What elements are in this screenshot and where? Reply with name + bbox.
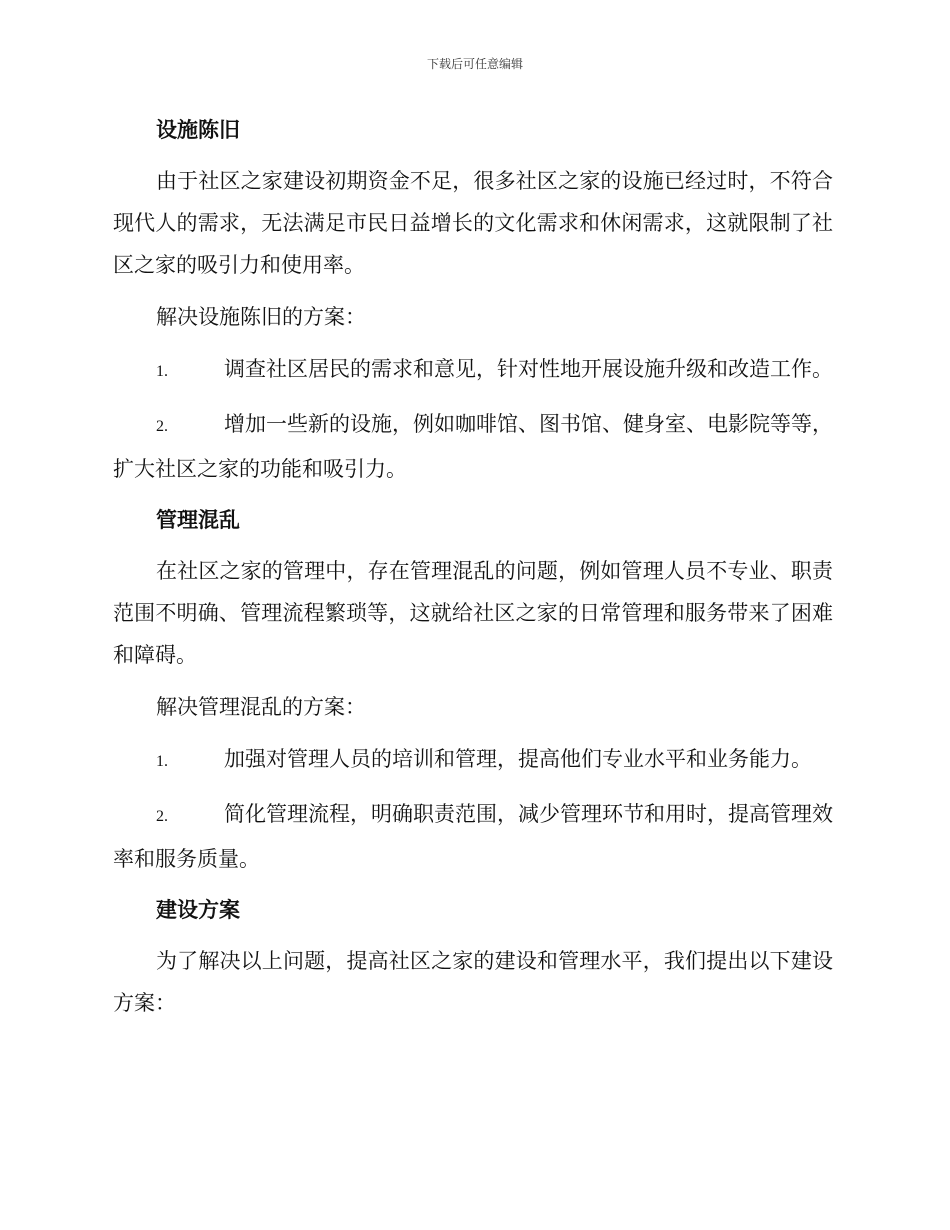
list-number: 2. [156, 418, 168, 435]
list-number: 1. [156, 753, 168, 770]
paragraph-construction-intro: 为了解决以上问题，提高社区之家的建设和管理水平，我们提出以下建设方案： [113, 949, 833, 1015]
paragraph-facilities-intro: 由于社区之家建设初期资金不足，很多社区之家的设施已经过时，不符合现代人的需求，无法满足市民日益增长的文化需求和休闲需求，这就限制了社区之家的吸引力和使用率。 [113, 169, 833, 277]
list-item-text: 简化管理流程，明确职责范围，减少管理环节和用时，提高管理效率和服务质量。 [113, 802, 833, 871]
paragraph-management-solution-label: 解决管理混乱的方案： [156, 695, 366, 719]
header-note: 下载后可任意编辑 [426, 57, 523, 71]
list-item [113, 403, 833, 490]
list-item [113, 738, 833, 783]
section-heading-facilities: 设施陈旧 [156, 118, 240, 142]
list-item-text: 增加一些新的设施，例如咖啡馆、图书馆、健身室、电影院等等，扩大社区之家的功能和吸引力。 [113, 412, 833, 481]
list-number: 1. [156, 363, 168, 380]
section-heading-construction-plan: 建设方案 [156, 898, 240, 922]
list-item [113, 348, 833, 393]
list-item-text: 加强对管理人员的培训和管理，提高他们专业水平和业务能力。 [224, 747, 812, 771]
list-item [113, 793, 833, 880]
document-body [113, 110, 833, 1034]
section-heading-management: 管理混乱 [156, 508, 240, 532]
paragraph-management-intro: 在社区之家的管理中，存在管理混乱的问题，例如管理人员不专业、职责范围不明确、管理流程繁琐等，这就给社区之家的日常管理和服务带来了困难和障碍。 [113, 559, 833, 667]
list-item-text: 调查社区居民的需求和意见，针对性地开展设施升级和改造工作。 [224, 357, 833, 381]
list-number: 2. [156, 808, 168, 825]
paragraph-facilities-solution-label: 解决设施陈旧的方案： [156, 305, 366, 329]
